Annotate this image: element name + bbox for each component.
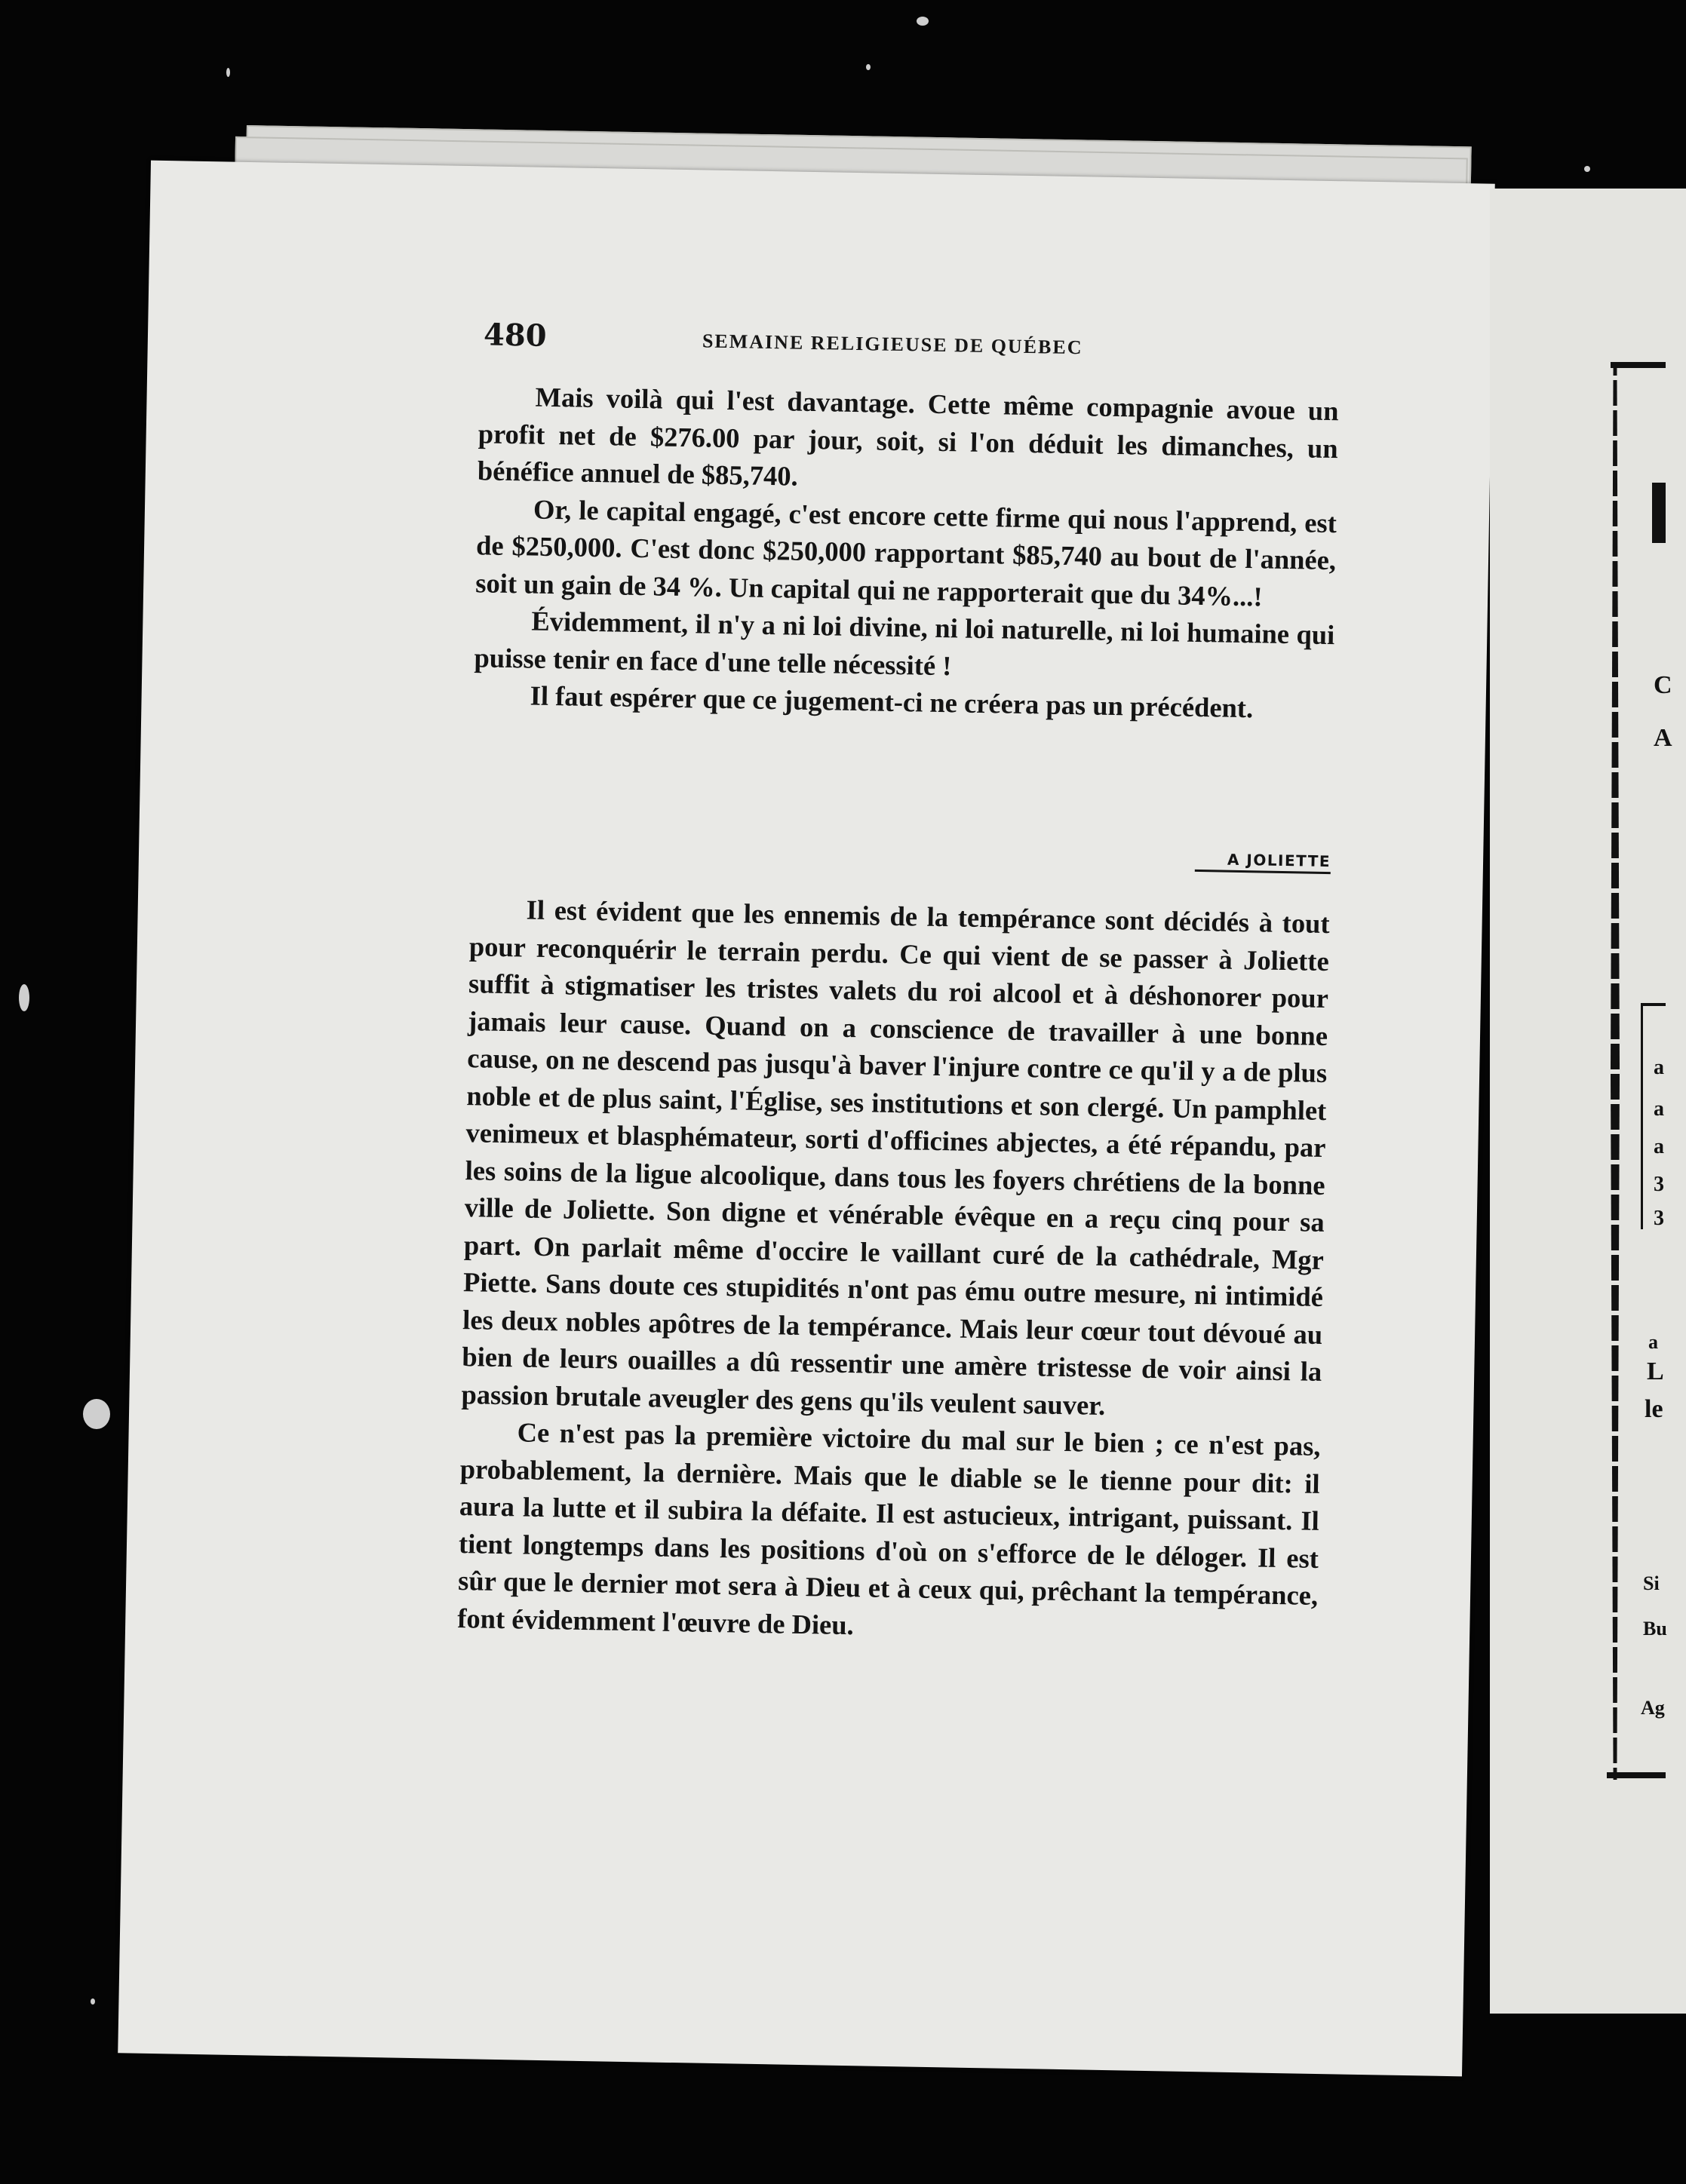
paragraph: Mais voilà qui l'est davantage. Cette même compagnie avoue un profit net de $276.00 par jour, soit, si l'on déduit les dimanches, un bénéfice annuel de $85,740.	[477, 381, 1339, 492]
dust-speck	[19, 984, 29, 1011]
section-heading: A JOLIETTE	[1195, 850, 1331, 874]
dust-speck	[917, 17, 929, 26]
adjacent-page-fragment: Si	[1643, 1572, 1660, 1594]
paragraph: Il est évident que les ennemis de la tempérance sont décidés à tout pour reconquérir le terrain perdu. Ce qui vient de se passer à Joliette suffit à stigmatiser les tristes valets du roi alcool et à déshonorer pour jamais leur cause. Quand on a conscience de travailler à une bonne cause, on ne descend pas jusqu'à baver l'injure contre ce qu'il y a de plus noble et de plus saint, l'Église, ses institutions et son clergé. Un pamphlet venimeux et blasphémateur, sorti d'officines abjectes, a été répandu, par les soins de la ligue alcoolique, dans tous les foyers chrétiens de la bonne ville de Joliette. Son digne et vénérable évêque en a reçu cinq pour sa part. On parlait même d'occire le vaillant curé de la cathédrale, Mgr Piette. Sans doute ces stupidités n'ont pas ému outre mesure, ni intimidé les deux nobles apôtres de la tempérance. Mais leur cœur tout dévoué au bien de leurs ouailles a dû ressentir une amère tristesse de voir ainsi la passion brutale aveugler des gens qu'ils veulent sauver.	[461, 894, 1330, 1421]
adjacent-page-fragment: a	[1654, 1097, 1664, 1121]
dust-speck	[866, 64, 871, 70]
dust-speck	[226, 68, 230, 77]
dust-speck	[83, 1399, 110, 1429]
running-title: SEMAINE RELIGIEUSE DE QUÉBEC	[702, 330, 1083, 359]
dust-speck	[1584, 166, 1590, 172]
ornamental-border-bottom	[1607, 1772, 1666, 1778]
adjacent-page-fragment: Bu	[1643, 1618, 1667, 1640]
page-header	[483, 317, 1366, 377]
adjacent-page-fragment: Ag	[1641, 1697, 1665, 1719]
paragraph: Évidemment, il n'y a ni loi divine, ni loi naturelle, ni loi humaine qui puisse tenir en face d'une telle nécessité !	[474, 605, 1335, 681]
adjacent-page-fragment: L	[1647, 1357, 1664, 1385]
adjacent-page-rule	[1641, 1003, 1666, 1006]
adjacent-page-fragment: a	[1654, 1135, 1664, 1158]
paragraph: Il faut espérer que ce jugement-ci ne créera pas un précédent.	[530, 679, 1254, 724]
adjacent-page-fragment: le	[1645, 1395, 1663, 1423]
dust-speck	[91, 1998, 95, 2005]
article-continuation	[473, 377, 1339, 728]
adjacent-page-fragment: A	[1654, 724, 1672, 752]
adjacent-page-fragment: a	[1648, 1331, 1658, 1353]
paragraph: Or, le capital engagé, c'est encore cette firme qui nous l'apprend, est de $250,000. C'est donc $250,000 rapportant $85,740 au bout de l'année, soit un gain de 34 %. Un capital qui ne rapporterait que du 34%...!	[474, 493, 1337, 612]
adjacent-page-fragment: C	[1654, 671, 1672, 699]
ornamental-border-top	[1611, 362, 1666, 368]
adjacent-page-fragment: a	[1654, 1056, 1664, 1079]
adjacent-page-fragment: 3	[1654, 1173, 1664, 1196]
adjacent-page-rule	[1641, 1003, 1643, 1229]
page-number: 480	[483, 317, 547, 354]
joliette-article	[457, 890, 1330, 1652]
adjacent-page-glyph	[1652, 483, 1666, 543]
book-page	[118, 161, 1495, 2077]
adjacent-page-fragment: 3	[1654, 1207, 1664, 1230]
paragraph: Ce n'est pas la première victoire du mal sur le bien ; ce n'est pas, probablement, la dernière. Mais que le diable se le tienne pour dit: il aura la lutte et il subira la défaite. Il est astucieux, intrigant, puissant. Il tient longtemps dans les positions d'où on s'efforce de le déloger. Il est sûr que le dernier mot sera à Dieu et à ceux qui, prêchant la tempérance, font évidemment l'œuvre de Dieu.	[457, 1416, 1321, 1640]
